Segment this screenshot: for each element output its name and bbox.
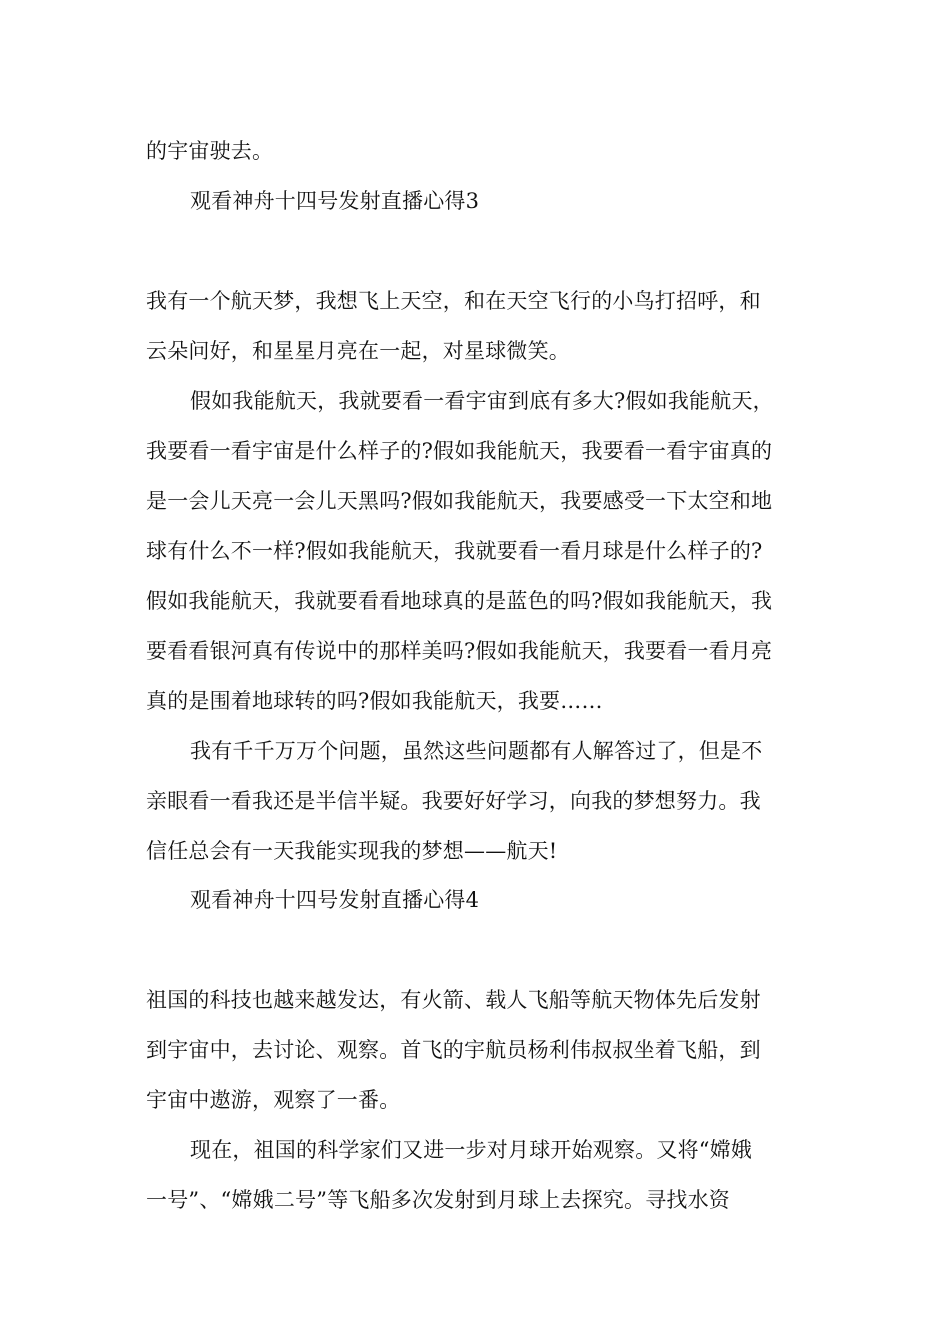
- section-heading: 观看神舟十四号发射直播心得4: [190, 888, 480, 912]
- text-line: 一号”、“嫦娥二号”等飞船多次发射到月球上去探究。寻找水资: [146, 1188, 731, 1212]
- text-line: 亲眼看一看我还是半信半疑。我要好好学习，向我的梦想努力。我: [146, 789, 761, 813]
- text-line: 到宇宙中，去讨论、观察。首飞的宇航员杨利伟叔叔坐着飞船，到: [146, 1038, 761, 1062]
- text-line: 我有一个航天梦，我想飞上天空，和在天空飞行的小鸟打招呼，和: [146, 289, 761, 313]
- text-line: 球有什么不一样?假如我能航天，我就要看一看月球是什么样子的?: [146, 539, 763, 563]
- text-line: 假如我能航天，我就要看一看宇宙到底有多大?假如我能航天，: [190, 389, 774, 413]
- text-line: 祖国的科技也越来越发达，有火箭、载人飞船等航天物体先后发射: [146, 988, 761, 1012]
- text-line: 要看看银河真有传说中的那样美吗?假如我能航天，我要看一看月亮: [146, 639, 773, 663]
- text-line: 信任总会有一天我能实现我的梦想——航天!: [146, 839, 558, 863]
- text-line: 宇宙中遨游，观察了一番。: [146, 1088, 401, 1112]
- text-line: 现在，祖国的科学家们又进一步对月球开始观察。又将“嫦娥: [190, 1138, 753, 1162]
- text-line: 假如我能航天，我就要看看地球真的是蓝色的吗?假如我能航天，我: [146, 589, 773, 613]
- text-line: 我要看一看宇宙是什么样子的?假如我能航天，我要看一看宇宙真的: [146, 439, 773, 463]
- text-line: 的宇宙驶去。: [146, 139, 274, 163]
- text-line: 我有千千万万个问题，虽然这些问题都有人解答过了，但是不: [190, 739, 763, 763]
- text-line: 是一会儿天亮一会儿天黑吗?假如我能航天，我要感受一下太空和地: [146, 489, 773, 513]
- section-heading: 观看神舟十四号发射直播心得3: [190, 189, 480, 213]
- text-line: 真的是围着地球转的吗?假如我能航天，我要……: [146, 689, 603, 713]
- text-line: 云朵问好，和星星月亮在一起，对星球微笑。: [146, 339, 570, 363]
